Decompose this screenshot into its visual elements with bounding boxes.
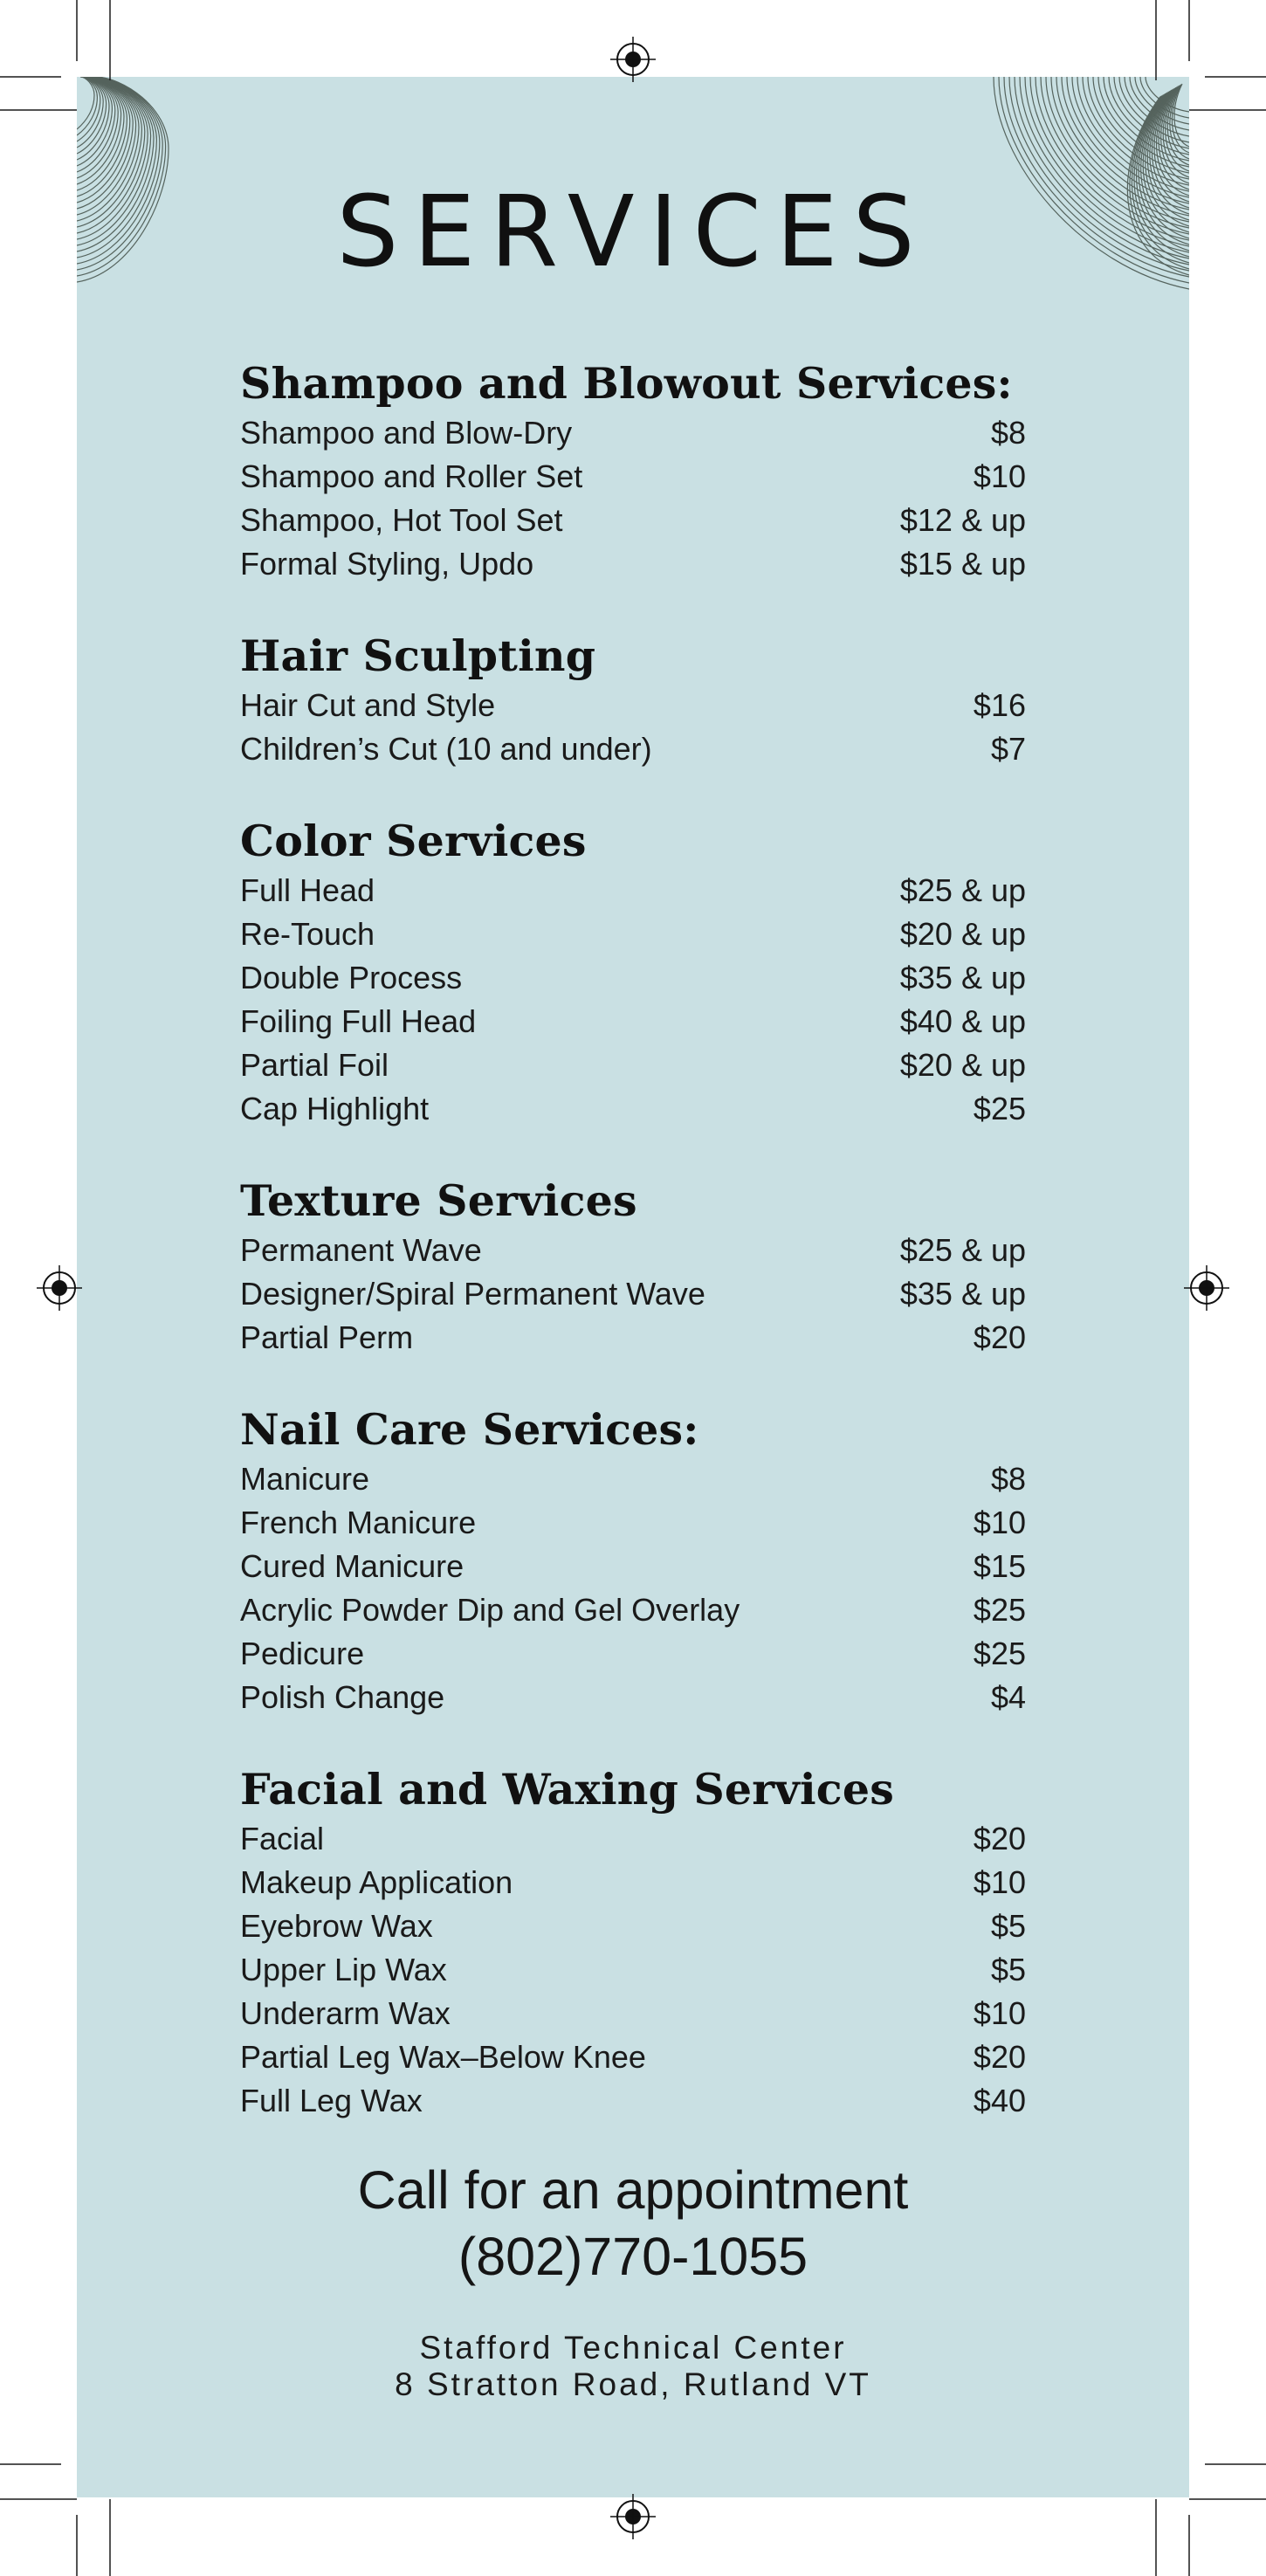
service-name: Foiling Full Head (240, 1003, 477, 1039)
service-price: $16 (973, 687, 1026, 723)
service-item (240, 1588, 1026, 1632)
section-heading: Nail Care Services: (240, 1404, 699, 1455)
service-price: $25 (973, 1091, 1026, 1126)
address-line-1: Stafford Technical Center (419, 2330, 847, 2366)
service-item (240, 684, 1026, 727)
service-item (240, 1000, 1026, 1043)
service-item (240, 1316, 1026, 1360)
service-item (240, 1632, 1026, 1676)
service-name: Partial Leg Wax–Below Knee (240, 2039, 646, 2075)
page-title: SERVICES (336, 176, 930, 289)
service-price: $10 (973, 1864, 1026, 1900)
registration-mark-icon (610, 2494, 656, 2539)
service-price: $20 (973, 1821, 1026, 1856)
service-price: $5 (990, 1908, 1026, 1944)
service-item (240, 1087, 1026, 1131)
service-item (240, 1272, 1026, 1316)
service-name: Makeup Application (240, 1864, 513, 1900)
service-price: $5 (990, 1952, 1026, 1987)
service-name: Formal Styling, Updo (240, 546, 534, 582)
service-name: Shampoo and Roller Set (240, 458, 583, 494)
service-name: Shampoo and Blow-Dry (240, 415, 573, 451)
service-price: $7 (990, 731, 1026, 767)
service-price: $8 (990, 415, 1026, 451)
service-item (240, 2035, 1026, 2079)
service-name: Underarm Wax (240, 1995, 451, 2031)
section-heading: Texture Services (240, 1175, 637, 1226)
service-name: Acrylic Powder Dip and Gel Overlay (240, 1592, 740, 1628)
service-item (240, 411, 1026, 455)
phone-number: (802)770-1055 (458, 2227, 808, 2286)
service-item (240, 1043, 1026, 1087)
call-to-action: Call for an appointment (357, 2160, 909, 2220)
service-price: $25 (973, 1636, 1026, 1671)
service-item (240, 913, 1026, 956)
service-name: Polish Change (240, 1679, 445, 1715)
address-line-2: 8 Stratton Road, Rutland VT (395, 2366, 871, 2402)
service-name: Partial Foil (240, 1047, 389, 1083)
section-heading: Facial and Waxing Services (240, 1764, 894, 1815)
service-price: $35 & up (899, 1276, 1026, 1312)
service-price: $20 & up (899, 1047, 1026, 1083)
service-name: Children’s Cut (10 and under) (240, 731, 652, 767)
service-name: Manicure (240, 1461, 370, 1497)
service-item (240, 869, 1026, 913)
section-heading: Hair Sculpting (240, 630, 596, 681)
service-item (240, 1992, 1026, 2035)
service-name: French Manicure (240, 1505, 477, 1540)
service-name: Full Leg Wax (240, 2083, 423, 2118)
service-price: $12 & up (899, 502, 1026, 538)
registration-mark-icon (610, 37, 656, 82)
service-name: Hair Cut and Style (240, 687, 496, 723)
service-price: $10 (973, 458, 1026, 494)
service-price: $20 (973, 2039, 1026, 2075)
service-price: $8 (990, 1461, 1026, 1497)
service-section (240, 1175, 1026, 1360)
service-name: Designer/Spiral Permanent Wave (240, 1276, 705, 1312)
service-name: Eyebrow Wax (240, 1908, 433, 1944)
service-price: $15 & up (899, 546, 1026, 582)
service-price: $25 (973, 1592, 1026, 1628)
service-name: Cap Highlight (240, 1091, 430, 1126)
service-item (240, 1501, 1026, 1545)
service-item (240, 1904, 1026, 1948)
service-name: Facial (240, 1821, 325, 1856)
service-name: Upper Lip Wax (240, 1952, 447, 1987)
registration-mark-icon (1184, 1265, 1229, 1311)
service-price: $20 (973, 1319, 1026, 1355)
service-section (240, 1404, 1026, 1719)
section-heading: Color Services (240, 816, 587, 866)
service-item (240, 1457, 1026, 1501)
service-section (240, 358, 1026, 586)
service-item (240, 542, 1026, 586)
registration-mark-icon (37, 1265, 82, 1311)
service-item (240, 2079, 1026, 2123)
service-price: $20 & up (899, 916, 1026, 952)
service-section (240, 630, 1026, 771)
service-item (240, 455, 1026, 499)
service-name: Re-Touch (240, 916, 375, 952)
service-price: $35 & up (899, 960, 1026, 995)
service-item (240, 1861, 1026, 1904)
service-price: $40 (973, 2083, 1026, 2118)
menu-panel (77, 77, 1189, 2497)
service-price: $10 (973, 1995, 1026, 2031)
service-name: Double Process (240, 960, 463, 995)
service-price: $40 & up (899, 1003, 1026, 1039)
services-menu (240, 358, 1026, 2167)
service-section (240, 816, 1026, 1131)
service-price: $4 (990, 1679, 1026, 1715)
service-item (240, 1229, 1026, 1272)
service-name: Partial Perm (240, 1319, 414, 1355)
service-section (240, 1764, 1026, 2123)
section-heading: Shampoo and Blowout Services: (240, 358, 1013, 409)
service-price: $15 (973, 1548, 1026, 1584)
service-item (240, 1676, 1026, 1719)
service-item (240, 727, 1026, 771)
service-price: $25 & up (899, 1232, 1026, 1268)
service-name: Cured Manicure (240, 1548, 464, 1584)
service-item (240, 1948, 1026, 1992)
service-name: Pedicure (240, 1636, 365, 1671)
service-item (240, 1545, 1026, 1588)
service-item (240, 499, 1026, 542)
service-price: $10 (973, 1505, 1026, 1540)
service-name: Full Head (240, 872, 375, 908)
service-item (240, 1817, 1026, 1861)
service-item (240, 956, 1026, 1000)
service-name: Permanent Wave (240, 1232, 482, 1268)
service-name: Shampoo, Hot Tool Set (240, 502, 563, 538)
service-price: $25 & up (899, 872, 1026, 908)
